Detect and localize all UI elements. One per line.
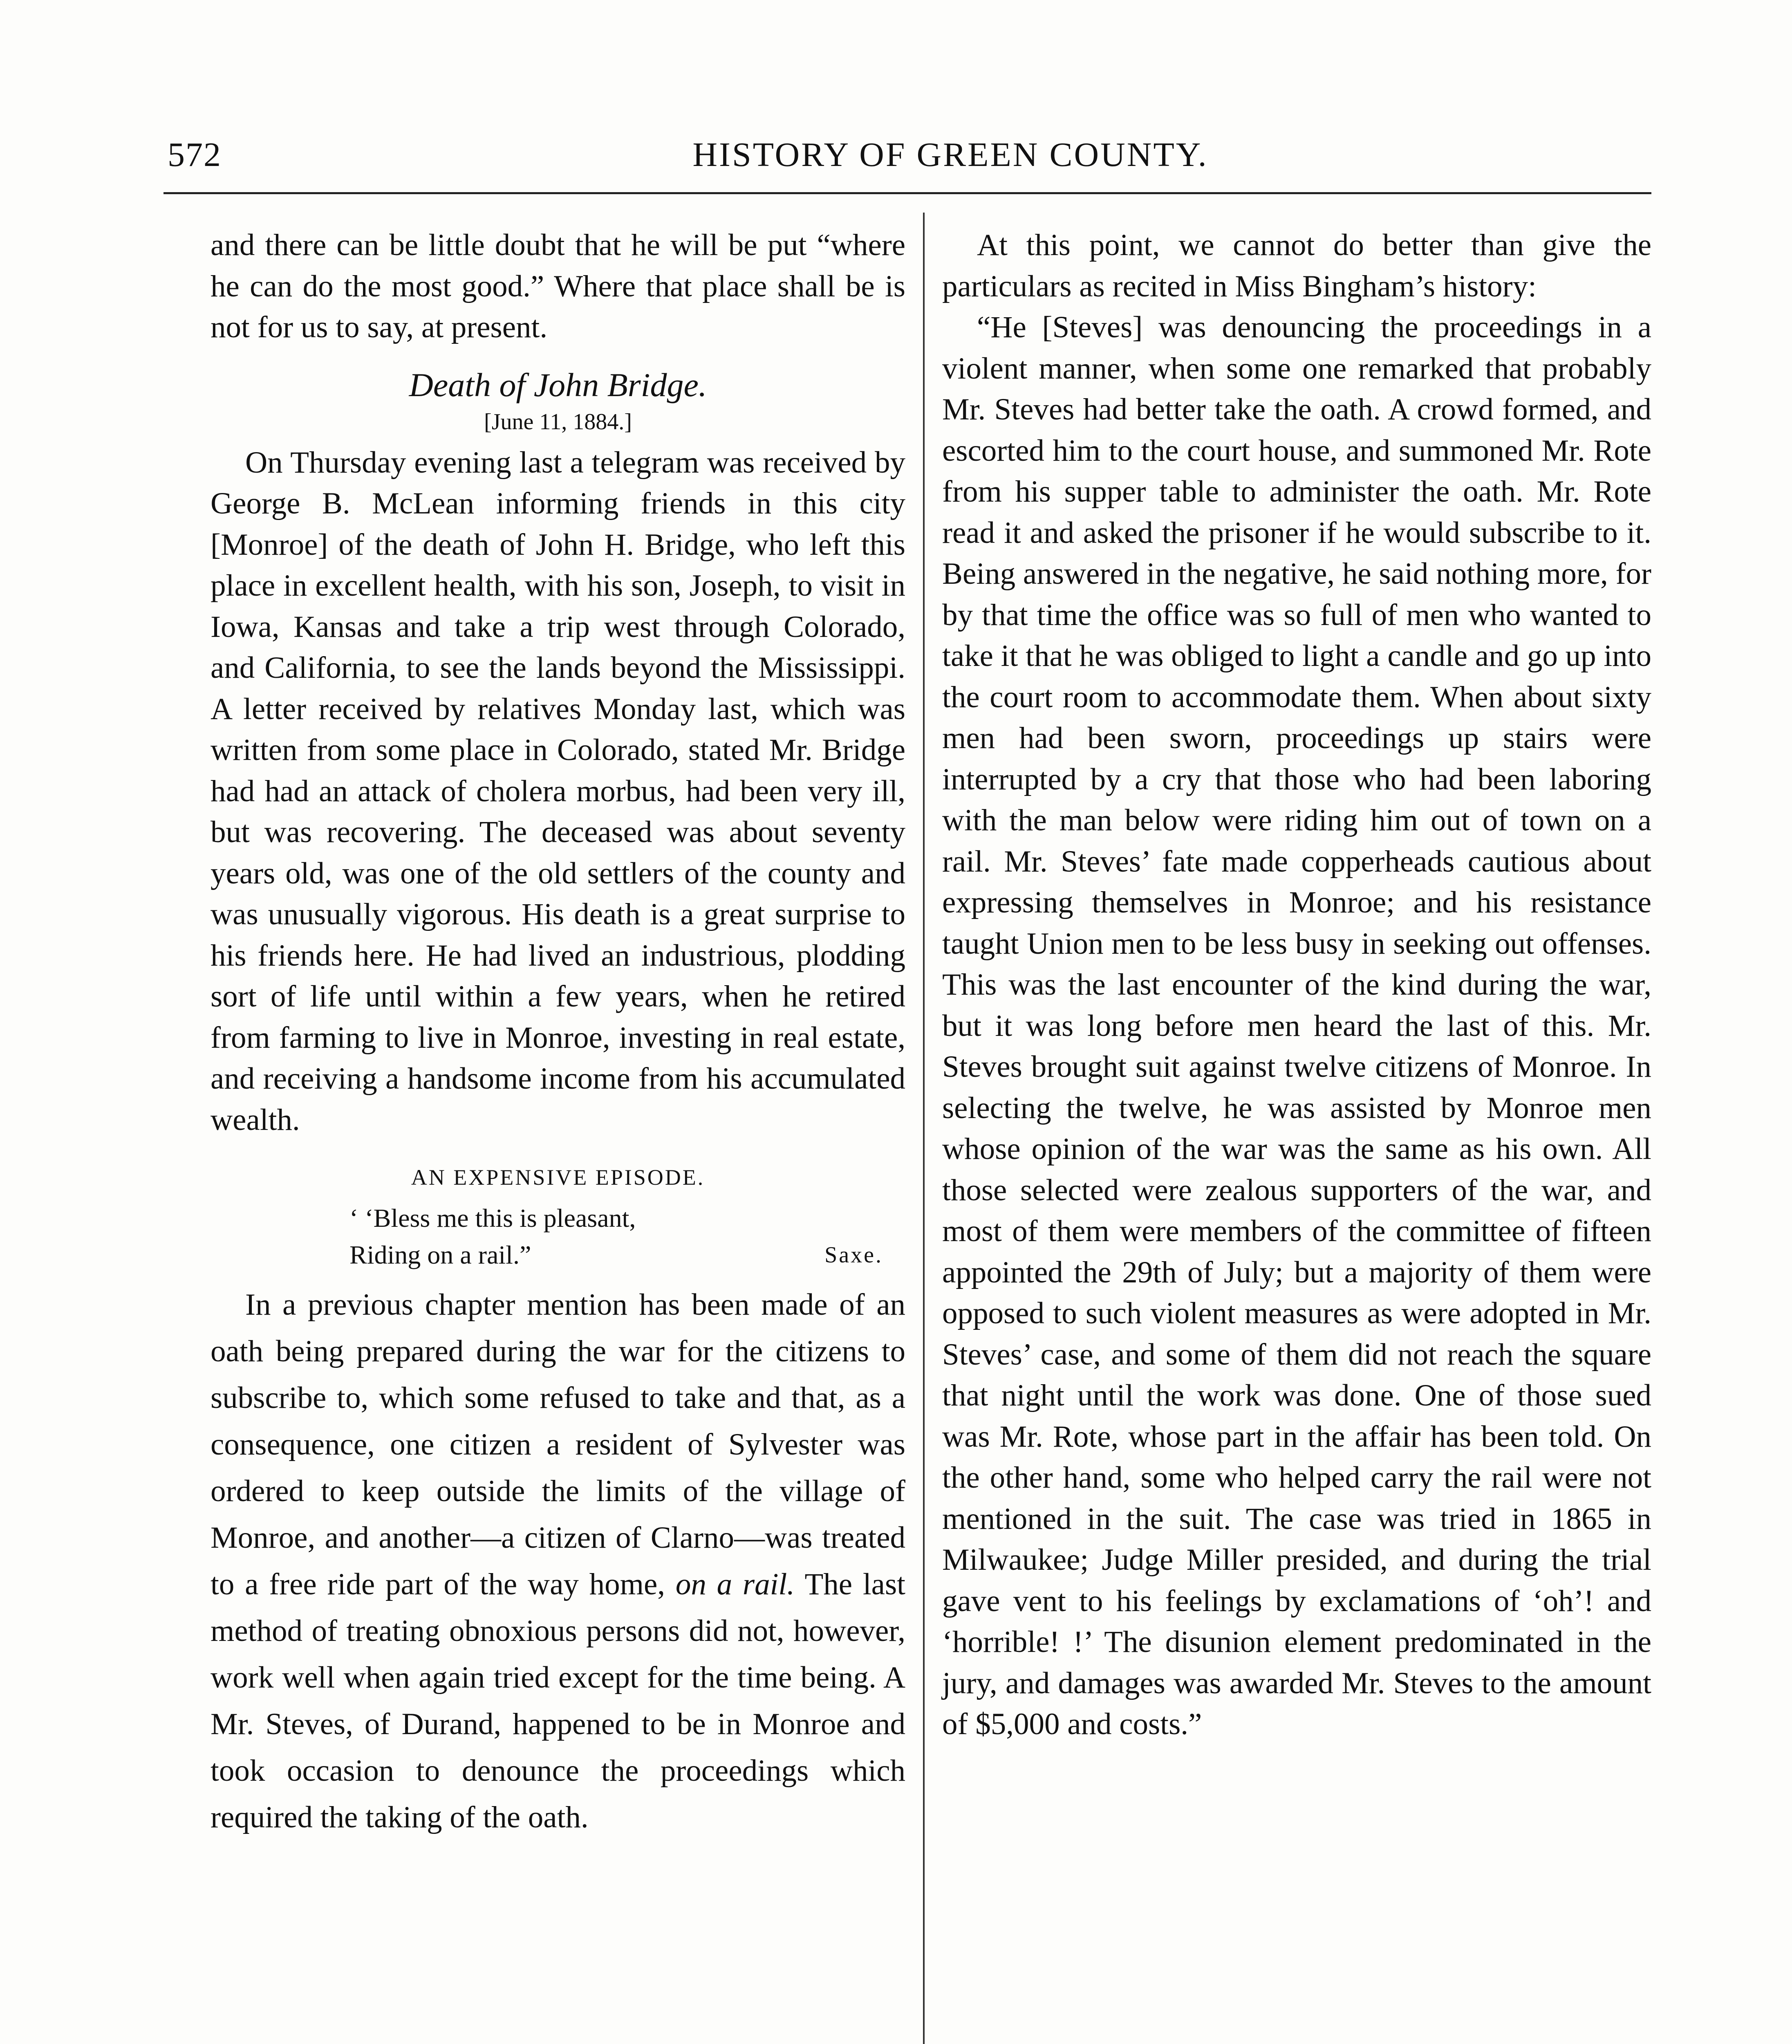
episode-text-part-1: In a previous chapter mention has been made of an oath being prepared during the war for the citizens to subscribe to, which some refused to take and that, as a consequence, one citizen a resident of Sylvester was ordered to keep outside the limits of the village of Monroe, and another—a citizen of Clarno—was treated to a free ride part of the way home, [211,1288,905,1601]
right-column [942,225,1651,1745]
left-column [211,225,905,1841]
obituary-paragraph: On Thursday evening last a telegram was received by George B. McLean informing friends in this city [Monroe] of the death of John H. Bridge, who left this place in excellent health, with his son, Joseph, to visit in Iowa, Kansas and take a trip west through Colorado, and California, to see the lands beyond the Mississippi. A letter received by relatives Monday last, which was written from some place in Colorado, stated Mr. Bridge had had an attack of cholera morbus, had been very ill, but was recovering. The deceased was about seventy years old, was one of the old settlers of the county and was unusually vigorous. His death is a great surprise to his friends here. He had lived an industrious, plodding sort of life until within a few years, when he retired from farming to live in Monroe, investing in real estate, and receiving a handsome income from his accumulated wealth. [211,445,905,1137]
page-number: 572 [168,136,222,174]
epigraph [211,1200,905,1273]
header-rule [164,192,1651,194]
continued-paragraph: and there can be little doubt that he will be put “where he can do the most good.” Where that place shall be is not for us to say, at present. [211,228,905,344]
quoted-history-paragraph: “He [Steves] was denouncing the proceedings in a violent manner, when some one remarked that probably Mr. Steves had better take the oath. A crowd formed, and escorted him to the court house, and summoned Mr. Rote from his supper table to administer the oath. Mr. Rote read it and asked the prisoner if he would subscribe to it. Being answered in the negative, he said nothing more, for by that time the office was so full of men who wanted to take it that he was obliged to light a candle and go up into the court room to accommodate them. When about sixty men had been sworn, proceedings up stairs were interrupted by a cry that those who had been laboring with the man below were riding him out of town on a rail. Mr. Steves’ fate made copperheads cautious about expressing themselves in Monroe; and his resistance taught Union men to be less busy in seeking out offenses. This was the last encounter of the kind during the war, but it was long before men heard the last of this. Mr. Steves brought suit against twelve citizens of Monroe. In selecting the twelve, he was assisted by Monroe men whose opinion of the war was the same as his own. All those selected were zealous supporters of the war, and most of them were members of the committee of fifteen appointed the 29th of July; but a majority of them were opposed to such violent measures as were adopted in Mr. Steves’ case, and some of them did not reach the square that night until the work was done. One of those sued was Mr. Rote, whose part in the affair has been told. On the other hand, some who helped carry the rail were not mentioned in the suit. The case was tried in 1865 in Milwaukee; Judge Miller presided, and during the trial gave vent to his feelings by exclamations of ‘oh’! and ‘horrible! !’ The disunion element predominated in the jury, and damages was awarded Mr. Steves to the amount of $5,000 and costs.” [942,310,1651,1741]
section-date: [June 11, 1884.] [484,409,632,435]
episode-italic-phrase: on a rail. [675,1567,795,1601]
episode-text-part-2: The last method of treating obnoxious persons did not, however, work well when again tried except for the time being. A Mr. Steves, of Durand, happened to be in Monroe and took occasion to denounce the proceedings which required the taking of the oath. [211,1567,905,1834]
column-divider [923,213,925,2044]
epigraph-line-1: ‘ ‘Bless me this is pleasant, [349,1204,636,1233]
section-title-expensive-episode: AN EXPENSIVE EPISODE. [411,1165,705,1190]
running-head: HISTORY OF GREEN COUNTY. [692,136,1208,174]
epigraph-line-2: Riding on a rail.” [349,1240,531,1269]
section-title-death-of-john-bridge: Death of John Bridge. [409,366,707,403]
episode-paragraph [211,1282,905,1841]
page-header [164,123,1655,188]
epigraph-attribution: Saxe. [824,1242,883,1268]
intro-paragraph: At this point, we cannot do better than give the particulars as recited in Miss Bingham’s history: [942,228,1651,303]
